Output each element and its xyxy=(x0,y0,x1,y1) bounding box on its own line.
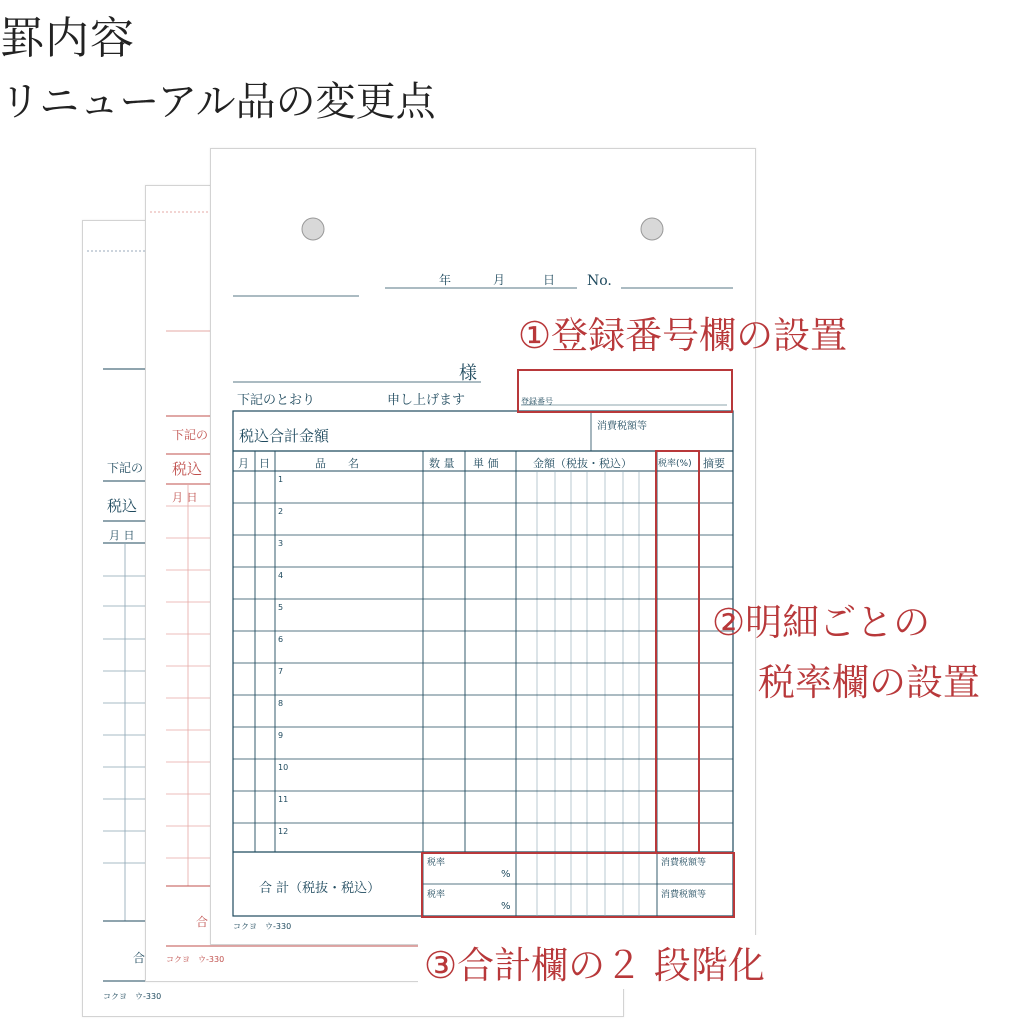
col-month: 月 xyxy=(238,457,249,470)
tax-rate-label-2: 税率 xyxy=(427,890,446,900)
number-label: No. xyxy=(587,273,612,289)
tax-rate-column-highlight-box xyxy=(655,450,700,854)
total-label: 税込 xyxy=(172,460,203,478)
total-amount-label: 税込合計金額 xyxy=(239,427,330,445)
date-columns: 月 日 xyxy=(172,491,198,504)
row-number: 1 xyxy=(278,475,284,484)
row-header: 下記の xyxy=(107,461,144,475)
row-header: 下記の xyxy=(172,428,209,442)
date-columns: 月 日 xyxy=(109,529,135,542)
brand-label: コクヨ ウ-330 xyxy=(166,955,225,964)
total-row-label: 合 計（税抜・税込） xyxy=(259,881,381,896)
callout-registration: ①登録番号欄の設置 xyxy=(518,314,848,357)
col-tax-rate: 税率(%) xyxy=(658,459,692,469)
intro-text-2: 申し上げます xyxy=(387,393,466,408)
row-number: 12 xyxy=(278,827,289,836)
row-number: 11 xyxy=(278,795,289,804)
percent-1: % xyxy=(501,869,511,880)
callout-total: ③合計欄の２ 段階化 xyxy=(418,935,771,989)
recipient-suffix: 様 xyxy=(459,363,477,384)
col-remarks: 摘要 xyxy=(703,457,725,470)
row-number: 6 xyxy=(278,635,284,644)
registration-label: 登録番号 xyxy=(521,397,553,406)
percent-2: % xyxy=(501,901,511,912)
footer-label: 合 xyxy=(196,915,209,929)
date-month: 月 xyxy=(493,273,506,287)
callout-tax-rate-line2: 税率欄の設置 xyxy=(758,661,980,704)
footer-label: 合 xyxy=(133,951,146,965)
col-day: 日 xyxy=(259,457,270,470)
page-title: 罫内容 xyxy=(0,13,135,64)
registration-highlight-box xyxy=(517,369,733,413)
row-number: 2 xyxy=(278,507,284,516)
brand-label: コクヨ ウ-330 xyxy=(103,992,162,1001)
callout-tax-rate-line1: ②明細ごとの xyxy=(712,601,931,644)
row-number: 7 xyxy=(278,667,284,676)
total-section-highlight-box xyxy=(421,852,735,918)
date-year: 年 xyxy=(439,273,452,287)
consumption-tax-label-1: 消費税額等 xyxy=(661,858,707,868)
row-number: 10 xyxy=(278,763,289,772)
tax-rate-label-1: 税率 xyxy=(427,858,446,868)
row-number: 5 xyxy=(278,603,284,612)
row-number: 4 xyxy=(278,571,284,580)
total-label: 税込 xyxy=(107,497,138,515)
col-quantity: 数 量 xyxy=(429,457,455,470)
brand-label: コクヨ ウ-330 xyxy=(233,922,292,931)
intro-text: 下記のとおり xyxy=(237,393,316,408)
col-unit-price: 単 価 xyxy=(473,457,499,470)
row-number: 3 xyxy=(278,539,284,548)
row-number: 8 xyxy=(278,699,284,708)
col-item: 品 名 xyxy=(315,457,359,470)
consumption-tax-label-2: 消費税額等 xyxy=(661,890,707,900)
row-number: 9 xyxy=(278,731,284,740)
date-day: 日 xyxy=(543,273,556,287)
consumption-tax-label: 消費税額等 xyxy=(597,421,647,432)
page-subtitle: リニューアル品の変更点 xyxy=(0,79,436,125)
col-amount: 金額（税抜・税込） xyxy=(533,457,632,470)
